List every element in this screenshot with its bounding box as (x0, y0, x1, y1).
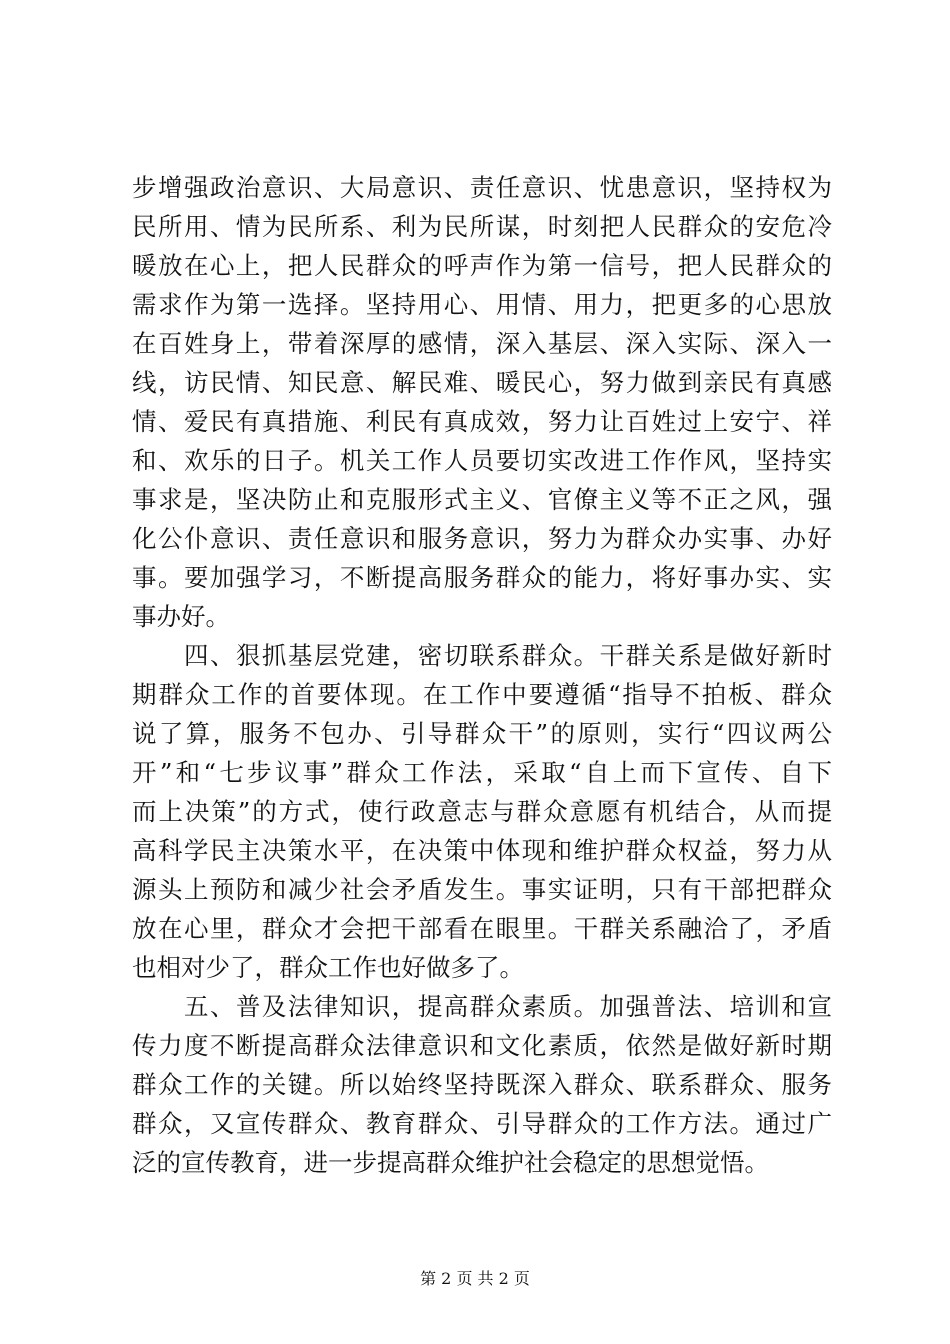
text-line: 四、狠抓基层党建，密切联系群众。干群关系是做好新时 (132, 641, 832, 670)
text-line: 放在心里，群众才会把干部看在眼里。干群关系融洽了，矛盾 (132, 914, 832, 943)
text-line: 五、普及法律知识，提高群众素质。加强普法、培训和宣 (132, 992, 832, 1021)
text-line: 事。要加强学习，不断提高服务群众的能力，将好事办实、实 (132, 563, 832, 592)
text-line: 暖放在心上，把人民群众的呼声作为第一信号，把人民群众的 (132, 251, 832, 280)
text-line: 民所用、情为民所系、利为民所谋，时刻把人民群众的安危冷 (132, 212, 832, 241)
text-line: 而上决策”的方式，使行政意志与群众意愿有机结合，从而提 (132, 797, 832, 826)
text-line: 高科学民主决策水平，在决策中体现和维护群众权益，努力从 (132, 836, 832, 865)
text-line: 群众，又宣传群众、教育群众、引导群众的工作方法。通过广 (132, 1109, 832, 1138)
page-number-footer: 第 2 页 共 2 页 (420, 1269, 530, 1288)
text-line: 也相对少了，群众工作也好做多了。 (132, 953, 524, 982)
text-line: 事办好。 (132, 602, 230, 631)
text-line: 开”和“七步议事”群众工作法，采取“自上而下宣传、自下 (132, 758, 832, 787)
text-line: 泛的宣传教育，进一步提高群众维护社会稳定的思想觉悟。 (132, 1148, 769, 1177)
text-line: 群众工作的关键。所以始终坚持既深入群众、联系群众、服务 (132, 1070, 832, 1099)
document-body (132, 168, 832, 1182)
text-line: 情、爱民有真措施、利民有真成效，努力让百姓过上安宁、祥 (132, 407, 832, 436)
text-line: 在百姓身上，带着深厚的感情，深入基层、深入实际、深入一 (132, 329, 832, 358)
text-line: 源头上预防和减少社会矛盾发生。事实证明，只有干部把群众 (132, 875, 832, 904)
text-line: 说了算，服务不包办、引导群众干”的原则，实行“四议两公 (132, 719, 832, 748)
text-line: 事求是，坚决防止和克服形式主义、官僚主义等不正之风，强 (132, 485, 832, 514)
text-line: 期群众工作的首要体现。在工作中要遵循“指导不拍板、群众 (132, 680, 832, 709)
text-line: 线，访民情、知民意、解民难、暖民心，努力做到亲民有真感 (132, 368, 832, 397)
text-line: 传力度不断提高群众法律意识和文化素质，依然是做好新时期 (132, 1031, 832, 1060)
text-line: 需求作为第一选择。坚持用心、用情、用力，把更多的心思放 (132, 290, 832, 319)
text-line: 和、欢乐的日子。机关工作人员要切实改进工作作风，坚持实 (132, 446, 832, 475)
text-line: 化公仆意识、责任意识和服务意识，努力为群众办实事、办好 (132, 524, 832, 553)
text-line: 步增强政治意识、大局意识、责任意识、忧患意识，坚持权为 (132, 173, 832, 202)
